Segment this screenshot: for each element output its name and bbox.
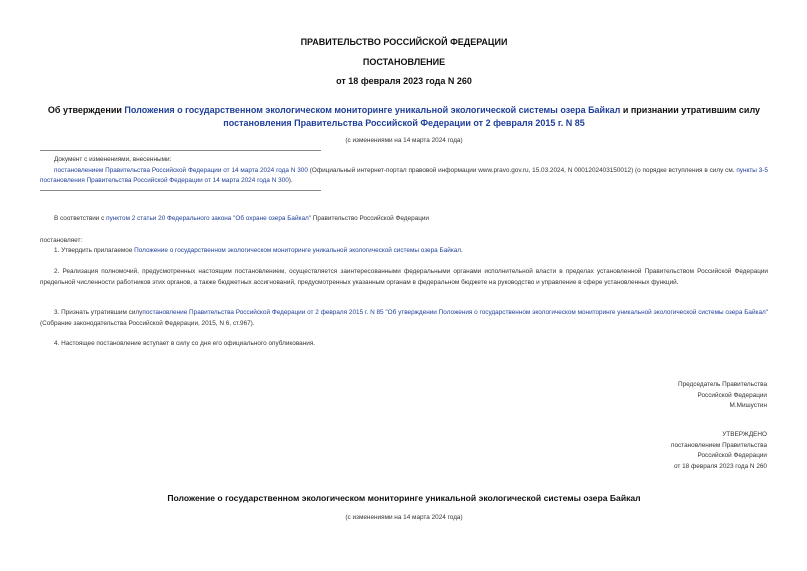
divider-top bbox=[40, 150, 321, 151]
government-heading: ПРАВИТЕЛЬСТВО РОССИЙСКОЙ ФЕДЕРАЦИИ bbox=[300, 37, 508, 47]
date-number: от 18 февраля 2023 года N 260 bbox=[336, 76, 472, 86]
approved-label: УТВЕРЖДЕНО bbox=[722, 431, 767, 438]
approved-country: Российской Федерации bbox=[697, 452, 767, 459]
item-2: 2. Реализация полномочий, предусмотренных настоящим постановлением, осуществляется заинтересованными федеральными органами исполнительной власти в пределах установленной Правительством Российской Федерации предельной численности работников этих органов, а также бюджетных ассигнований, предусмотренных указанным органам в федеральном бюджете на руководство и управление в сфере установленных функций. bbox=[40, 268, 768, 286]
item-1-regulation-link[interactable]: Положение о государственном экологическом мониторинге уникальной экологической системы озера Байкал bbox=[134, 247, 462, 254]
item-3-repealed-decree-link[interactable]: постановление Правительства Российской Федерации от 2 февраля 2015 г. N 85 "Об утверждении Положения о государственном экологическом мониторинге уникальной экологической системы озера Байкал" bbox=[142, 309, 768, 316]
item-3: 3. Признать утратившим силупостановление Правительства Российской Федерации от 2 февраля 2015 г. N 85 "Об утверждении Положения о государственном экологическом мониторинге уникальной экологической системы озера Байкал" (Собрание законодательства Российской Федерации, 2015, N 6, ст.967). bbox=[40, 309, 768, 327]
document-title bbox=[40, 104, 768, 130]
title-prefix: Об утверждении bbox=[47, 105, 125, 115]
title-amended-note: (с изменениями на 14 марта 2024 года) bbox=[345, 137, 463, 144]
amendments-text: постановлением Правительства Российской Федерации от 14 марта 2024 года N 300 (Официальный интернет-портал правовой информации www.pravo.gov.ru, 15.03.2024, N 0001202403150012) (о порядке вступления в силу см. пункты 3-5 постановления Правительства Российской Федерации от 14 марта 2024 года N 300). bbox=[40, 166, 768, 185]
preamble: В соответствии с пунктом 2 статьи 20 Федерального закона "Об охране озера Байкал" Правительство Российской Федерации bbox=[54, 215, 429, 222]
decides-line: постановляет: bbox=[40, 237, 83, 244]
title-link-regulation[interactable]: Положения о государственном экологическом мониторинге уникальной экологической системы озера Байкал bbox=[124, 105, 621, 115]
signature-name: М.Мишустин bbox=[729, 402, 767, 409]
doc-type-heading: ПОСТАНОВЛЕНИЕ bbox=[362, 57, 446, 67]
amendments-box bbox=[40, 155, 768, 187]
annex-amended-note: (с изменениями на 14 марта 2024 года) bbox=[345, 514, 463, 521]
divider-bottom bbox=[40, 190, 321, 191]
title-link-repealed-decree[interactable]: постановления Правительства Российской Федерации от 2 февраля 2015 г. N 85 bbox=[223, 118, 585, 128]
approved-block bbox=[671, 430, 767, 472]
approved-by: постановлением Правительства bbox=[671, 441, 767, 449]
signature-block bbox=[678, 380, 767, 412]
item-1: 1. Утвердить прилагаемое Положение о государственном экологическом мониторинге уникальной экологической системы озера Байкал. bbox=[54, 247, 463, 254]
title-middle: и признании утратившим силу bbox=[620, 105, 761, 115]
signature-position: Председатель Правительства bbox=[678, 381, 767, 388]
approved-date: от 18 февраля 2023 года N 260 bbox=[674, 462, 767, 470]
amendments-intro: Документ с изменениями, внесенными: bbox=[54, 156, 172, 163]
item-4: 4. Настоящее постановление вступает в силу со дня его официального опубликования. bbox=[54, 340, 316, 347]
preamble-law-link[interactable]: пунктом 2 статьи 20 Федерального закона "Об охране озера Байкал" bbox=[106, 215, 312, 222]
annex-title: Положение о государственном экологическом мониторинге уникальной экологической системы озера Байкал bbox=[167, 493, 641, 503]
amendment-clauses-link[interactable]: пункты 3-5 постановления Правительства Российской Федерации от 14 марта 2024 года N 300 bbox=[40, 166, 768, 185]
amendment-decree-link[interactable]: постановлением Правительства Российской Федерации от 14 марта 2024 года N 300 bbox=[54, 166, 308, 174]
signature-country: Российской Федерации bbox=[697, 391, 767, 399]
